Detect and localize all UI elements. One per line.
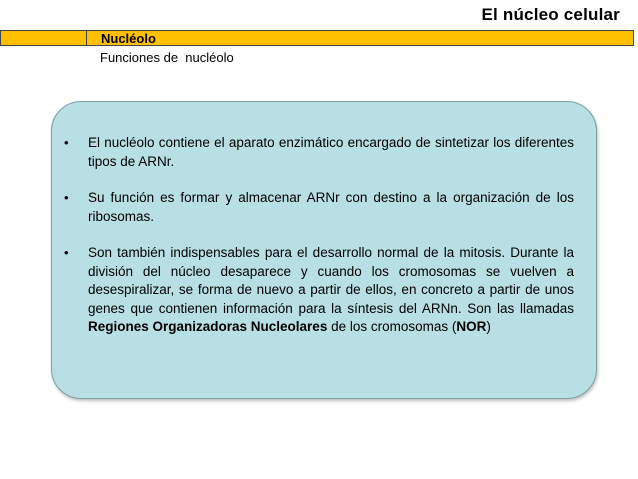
bullet-bold-text: Regiones Organizadoras Nucleolares <box>88 319 328 334</box>
bullet-text: El nucléolo contiene el aparato enzimático encargado de sintetizar los diferentes tipos de ARNr. <box>88 135 574 169</box>
section-bar-left-cell <box>1 31 87 45</box>
list-item <box>62 134 574 171</box>
bullet-bold-text: NOR <box>456 319 487 334</box>
list-item <box>62 244 574 337</box>
page-title: El núcleo celular <box>481 5 620 24</box>
bullet-text: Su función es formar y almacenar ARNr con destino a la organización de los ribosomas. <box>88 190 574 224</box>
bullet-list <box>62 134 574 355</box>
content-box <box>51 101 597 399</box>
bullet-icon: • <box>64 245 69 260</box>
bullet-icon: • <box>64 190 69 205</box>
section-bar <box>0 30 634 46</box>
list-item <box>62 189 574 226</box>
bullet-text: ) <box>486 319 491 334</box>
subtitle: Funciones de nucléolo <box>100 50 234 65</box>
bullet-icon: • <box>64 135 69 150</box>
section-label: Nucléolo <box>101 31 156 46</box>
bullet-text: de los cromosomas ( <box>327 319 457 334</box>
bullet-text: Son también indispensables para el desarrollo normal de la mitosis. Durante la división del núcleo desaparece y cuando los cromosomas se vuelven a desespiralizar, se forma de nuevo a partir de ellos, en concreto a partir de unos genes que contienen información para la síntesis del ARNn. Son las llamadas <box>88 245 574 316</box>
